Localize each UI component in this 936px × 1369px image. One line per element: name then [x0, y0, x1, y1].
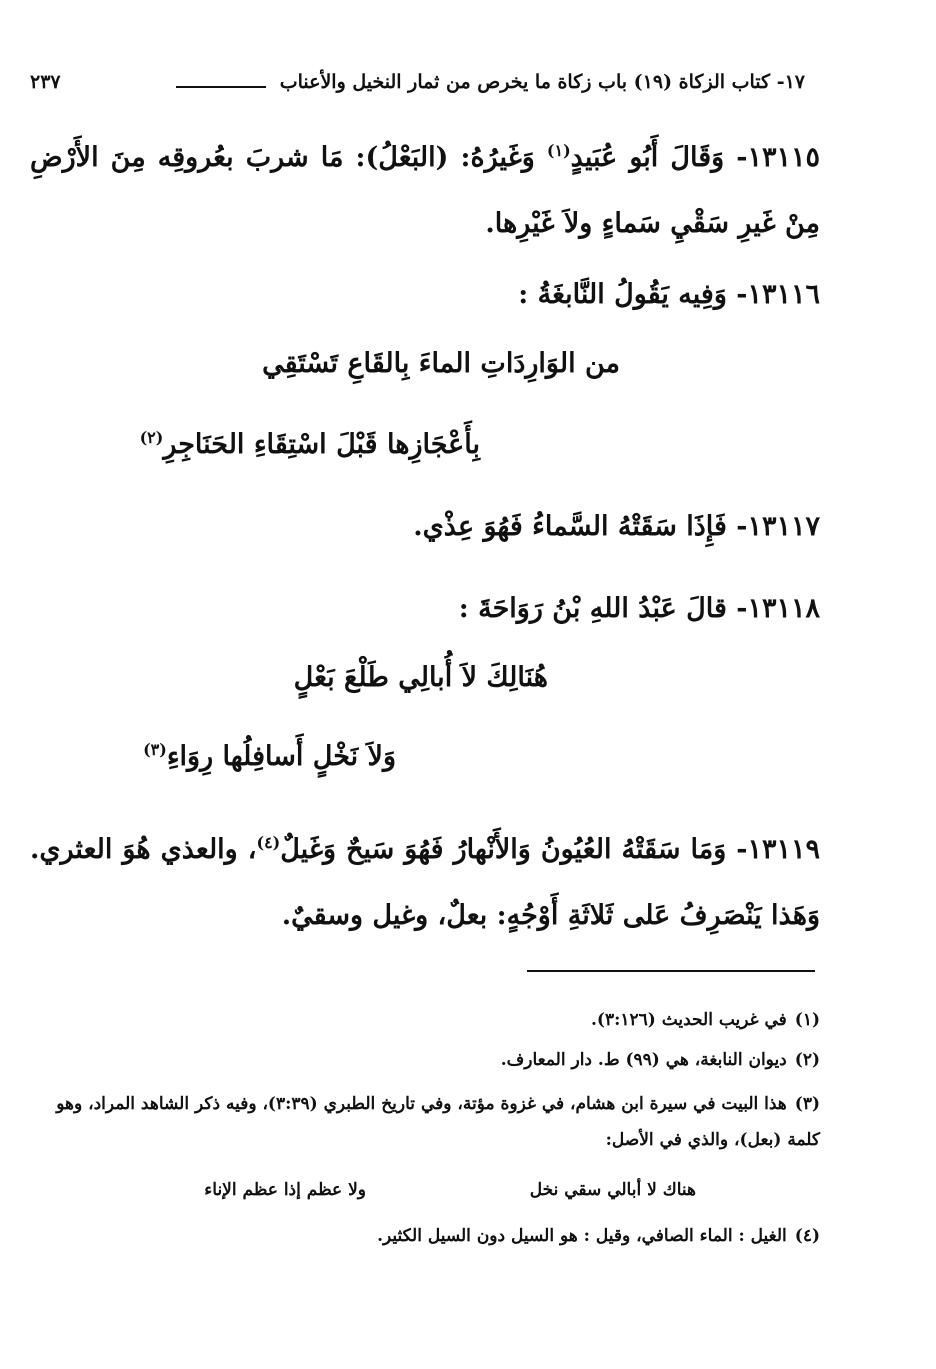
verse-1-first-hemistich: من الوَارِدَاتِ الماءَ بِالقَاعِ تَسْتَقِي [262, 348, 620, 379]
footnote-ref-1: (١) [546, 141, 571, 160]
footnote-ref-4: (٤) [256, 833, 281, 852]
footnote-ref-2: (٢) [139, 428, 164, 447]
footnote-4 [30, 1218, 820, 1254]
paragraph-13117: ١٣١١٧- فَإِذَا سَقَتْهُ السَّماءُ فَهُوَ عِذْي. [413, 511, 820, 542]
paragraph-13119-lead: ١٣١١٩- وَمَا سَقَتْهُ العُيُونُ وَالأَنْهارُ فَهُوَ سَيحٌ وَغَيلٌ [280, 834, 821, 865]
footnote-2-number: (٢) [794, 1050, 820, 1070]
footnote-2 [30, 1042, 820, 1078]
footnote-3 [30, 1086, 820, 1158]
footnote-3-number: (٣) [794, 1094, 820, 1114]
paragraph-13119-rest: ، والعذي هُوَ العثري. وَهَذا يَنْصَرِفُ عَلى ثَلاثَةِ أَوْجُهٍ: بعلٌ، وغيل وسقيٌ. [30, 834, 820, 931]
paragraph-13118: ١٣١١٨- قالَ عَبْدُ اللهِ بْنُ رَوَاحَةَ : [458, 593, 820, 624]
paragraph-13115-lead: ١٣١١٥- وَقَالَ أَبُو عُبَيدٍ [570, 142, 820, 173]
verse-2-first-hemistich: هُنَالِكَ لاَ أُبالِي طَلْعَ بَعْلٍ [293, 662, 548, 693]
verse-1-second-text: بِأَعْجَازِها قَبْلَ اسْتِقَاءِ الحَنَاجِرِ [163, 429, 480, 460]
paragraph-13119 [30, 810, 820, 949]
footnote-ref-3: (٣) [143, 740, 167, 759]
footnote-3-verse-second: ولا عظم إذا عظم الإناء [204, 1180, 366, 1200]
verse-2-second-hemistich [143, 740, 396, 772]
header-rule [176, 86, 266, 88]
paragraph-13115 [30, 118, 820, 257]
verse-2-second-text: وَلاَ نَخْلٍ أَسافِلُها رِوَاءِ [166, 741, 396, 772]
footnote-1 [30, 1002, 820, 1038]
paragraph-13116: ١٣١١٦- وَفِيه يَقُولُ النَّابغَةُ : [518, 279, 820, 310]
footnote-3-verse-first: هناك لا أبالي سقي نخل [529, 1180, 696, 1200]
footnote-2-text: ديوان النابغة، هي (٩٩) ط. دار المعارف. [500, 1050, 787, 1070]
footnote-4-number: (٤) [794, 1226, 820, 1246]
footnote-4-text: الغيل : الماء الصافي، وقيل : هو السيل دون السيل الكثير. [377, 1226, 787, 1246]
running-header [30, 62, 805, 102]
footnote-3-text: هذا البيت في سيرة ابن هشام، في غزوة مؤتة، وفي تاريخ الطبري (٣:٣٩)، وفيه ذكر الشاهد المراد، وهو كلمة (بعل)، والذي في الأصل: [56, 1094, 820, 1150]
header-title: ١٧- كتاب الزكاة (١٩) باب زكاة ما يخرص من ثمار النخيل والأعناب [279, 71, 805, 93]
verse-1-second-hemistich [140, 428, 480, 460]
footnote-1-text: في غريب الحديث (٣:١٢٦). [590, 1010, 787, 1030]
footnote-1-number: (١) [794, 1010, 820, 1030]
footnote-separator [527, 970, 815, 972]
page-number: ٢٣٧ [30, 71, 61, 93]
paragraph-13115-rest: وَغَيرُهُ: (البَعْلُ): مَا شربَ بعُروقِه مِنَ الأَرْضِ مِنْ غَيرِ سَقْيِ سَماءٍ ولاَ غَيْرِها. [30, 142, 820, 239]
